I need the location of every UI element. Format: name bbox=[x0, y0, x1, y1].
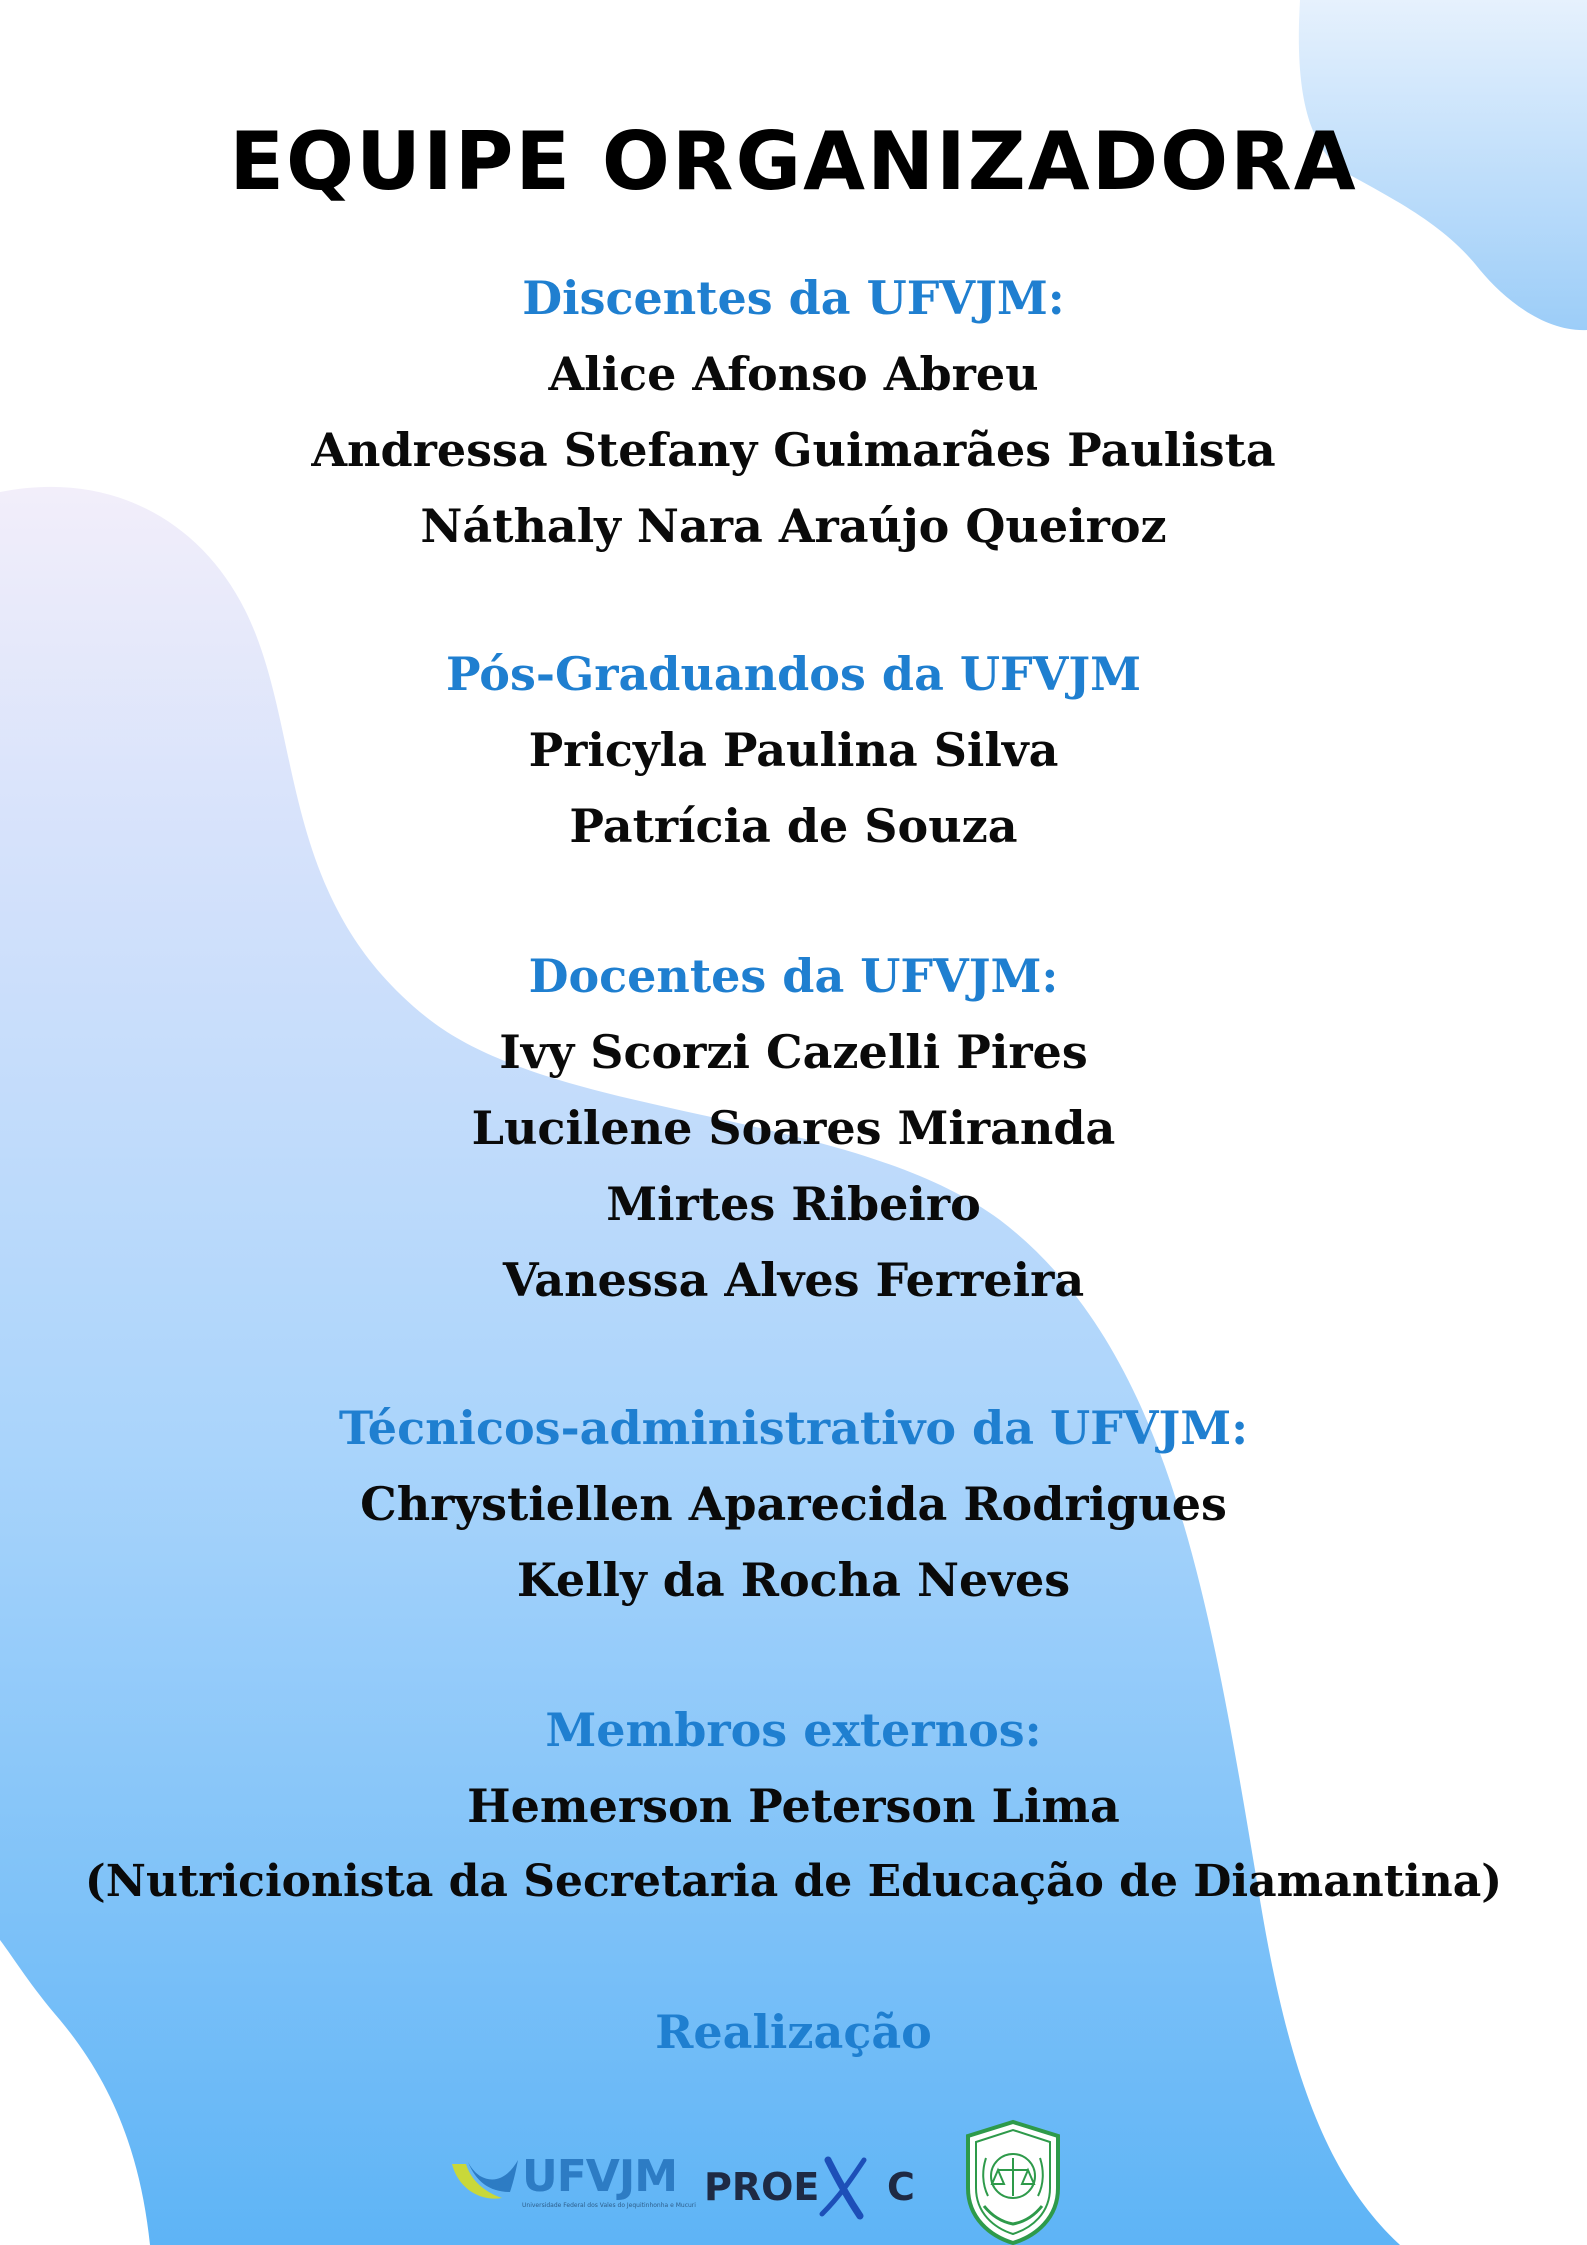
section-tecnicos bbox=[0, 1390, 1587, 1618]
member-name: Kelly da Rocha Neves bbox=[516, 1553, 1071, 1607]
section-membros-externos bbox=[0, 1692, 1587, 1920]
member-role: (Nutricionista da Secretaria de Educação de Diamantina) bbox=[84, 1856, 1503, 1907]
section-docentes bbox=[0, 938, 1587, 1318]
member-name: Patrícia de Souza bbox=[569, 799, 1018, 853]
section-heading: Técnicos-administrativo da UFVJM: bbox=[338, 1401, 1249, 1455]
ufvjm-logo-icon bbox=[450, 2158, 520, 2204]
member-name: Náthaly Nara Araújo Queiroz bbox=[420, 499, 1167, 553]
proex-text-right: C bbox=[887, 2165, 915, 2209]
section-heading: Discentes da UFVJM: bbox=[522, 271, 1065, 325]
section-discentes bbox=[0, 260, 1587, 564]
member-name: Mirtes Ribeiro bbox=[606, 1177, 981, 1231]
shield-emblem-icon bbox=[958, 2118, 1068, 2245]
section-pos-graduandos bbox=[0, 636, 1587, 864]
ufvjm-logo bbox=[450, 2151, 696, 2214]
footer-label: Realização bbox=[655, 2005, 932, 2059]
member-name: Chrystiellen Aparecida Rodrigues bbox=[360, 1477, 1227, 1531]
sponsor-logos bbox=[0, 2110, 1587, 2245]
proex-logo bbox=[704, 2152, 924, 2222]
member-name: Ivy Scorzi Cazelli Pires bbox=[499, 1025, 1088, 1079]
member-name: Pricyla Paulina Silva bbox=[528, 723, 1059, 777]
member-name: Alice Afonso Abreu bbox=[548, 347, 1039, 401]
section-heading: Membros externos: bbox=[545, 1703, 1042, 1757]
ufvjm-wordmark: UFVJM bbox=[522, 2151, 677, 2202]
section-heading: Docentes da UFVJM: bbox=[528, 949, 1059, 1003]
page-title: EQUIPE ORGANIZADORA bbox=[229, 115, 1358, 208]
member-name: Hemerson Peterson Lima bbox=[467, 1779, 1120, 1833]
member-name: Vanessa Alves Ferreira bbox=[502, 1253, 1085, 1307]
proex-text-left: PROE bbox=[704, 2165, 820, 2209]
member-name: Lucilene Soares Miranda bbox=[471, 1101, 1116, 1155]
proex-x-icon bbox=[814, 2152, 874, 2222]
ufvjm-subtitle: Universidade Federal dos Vales do Jequitinhonha e Mucuri bbox=[522, 2202, 696, 2209]
section-heading: Pós-Graduandos da UFVJM bbox=[445, 647, 1142, 701]
member-name: Andressa Stefany Guimarães Paulista bbox=[311, 423, 1276, 477]
